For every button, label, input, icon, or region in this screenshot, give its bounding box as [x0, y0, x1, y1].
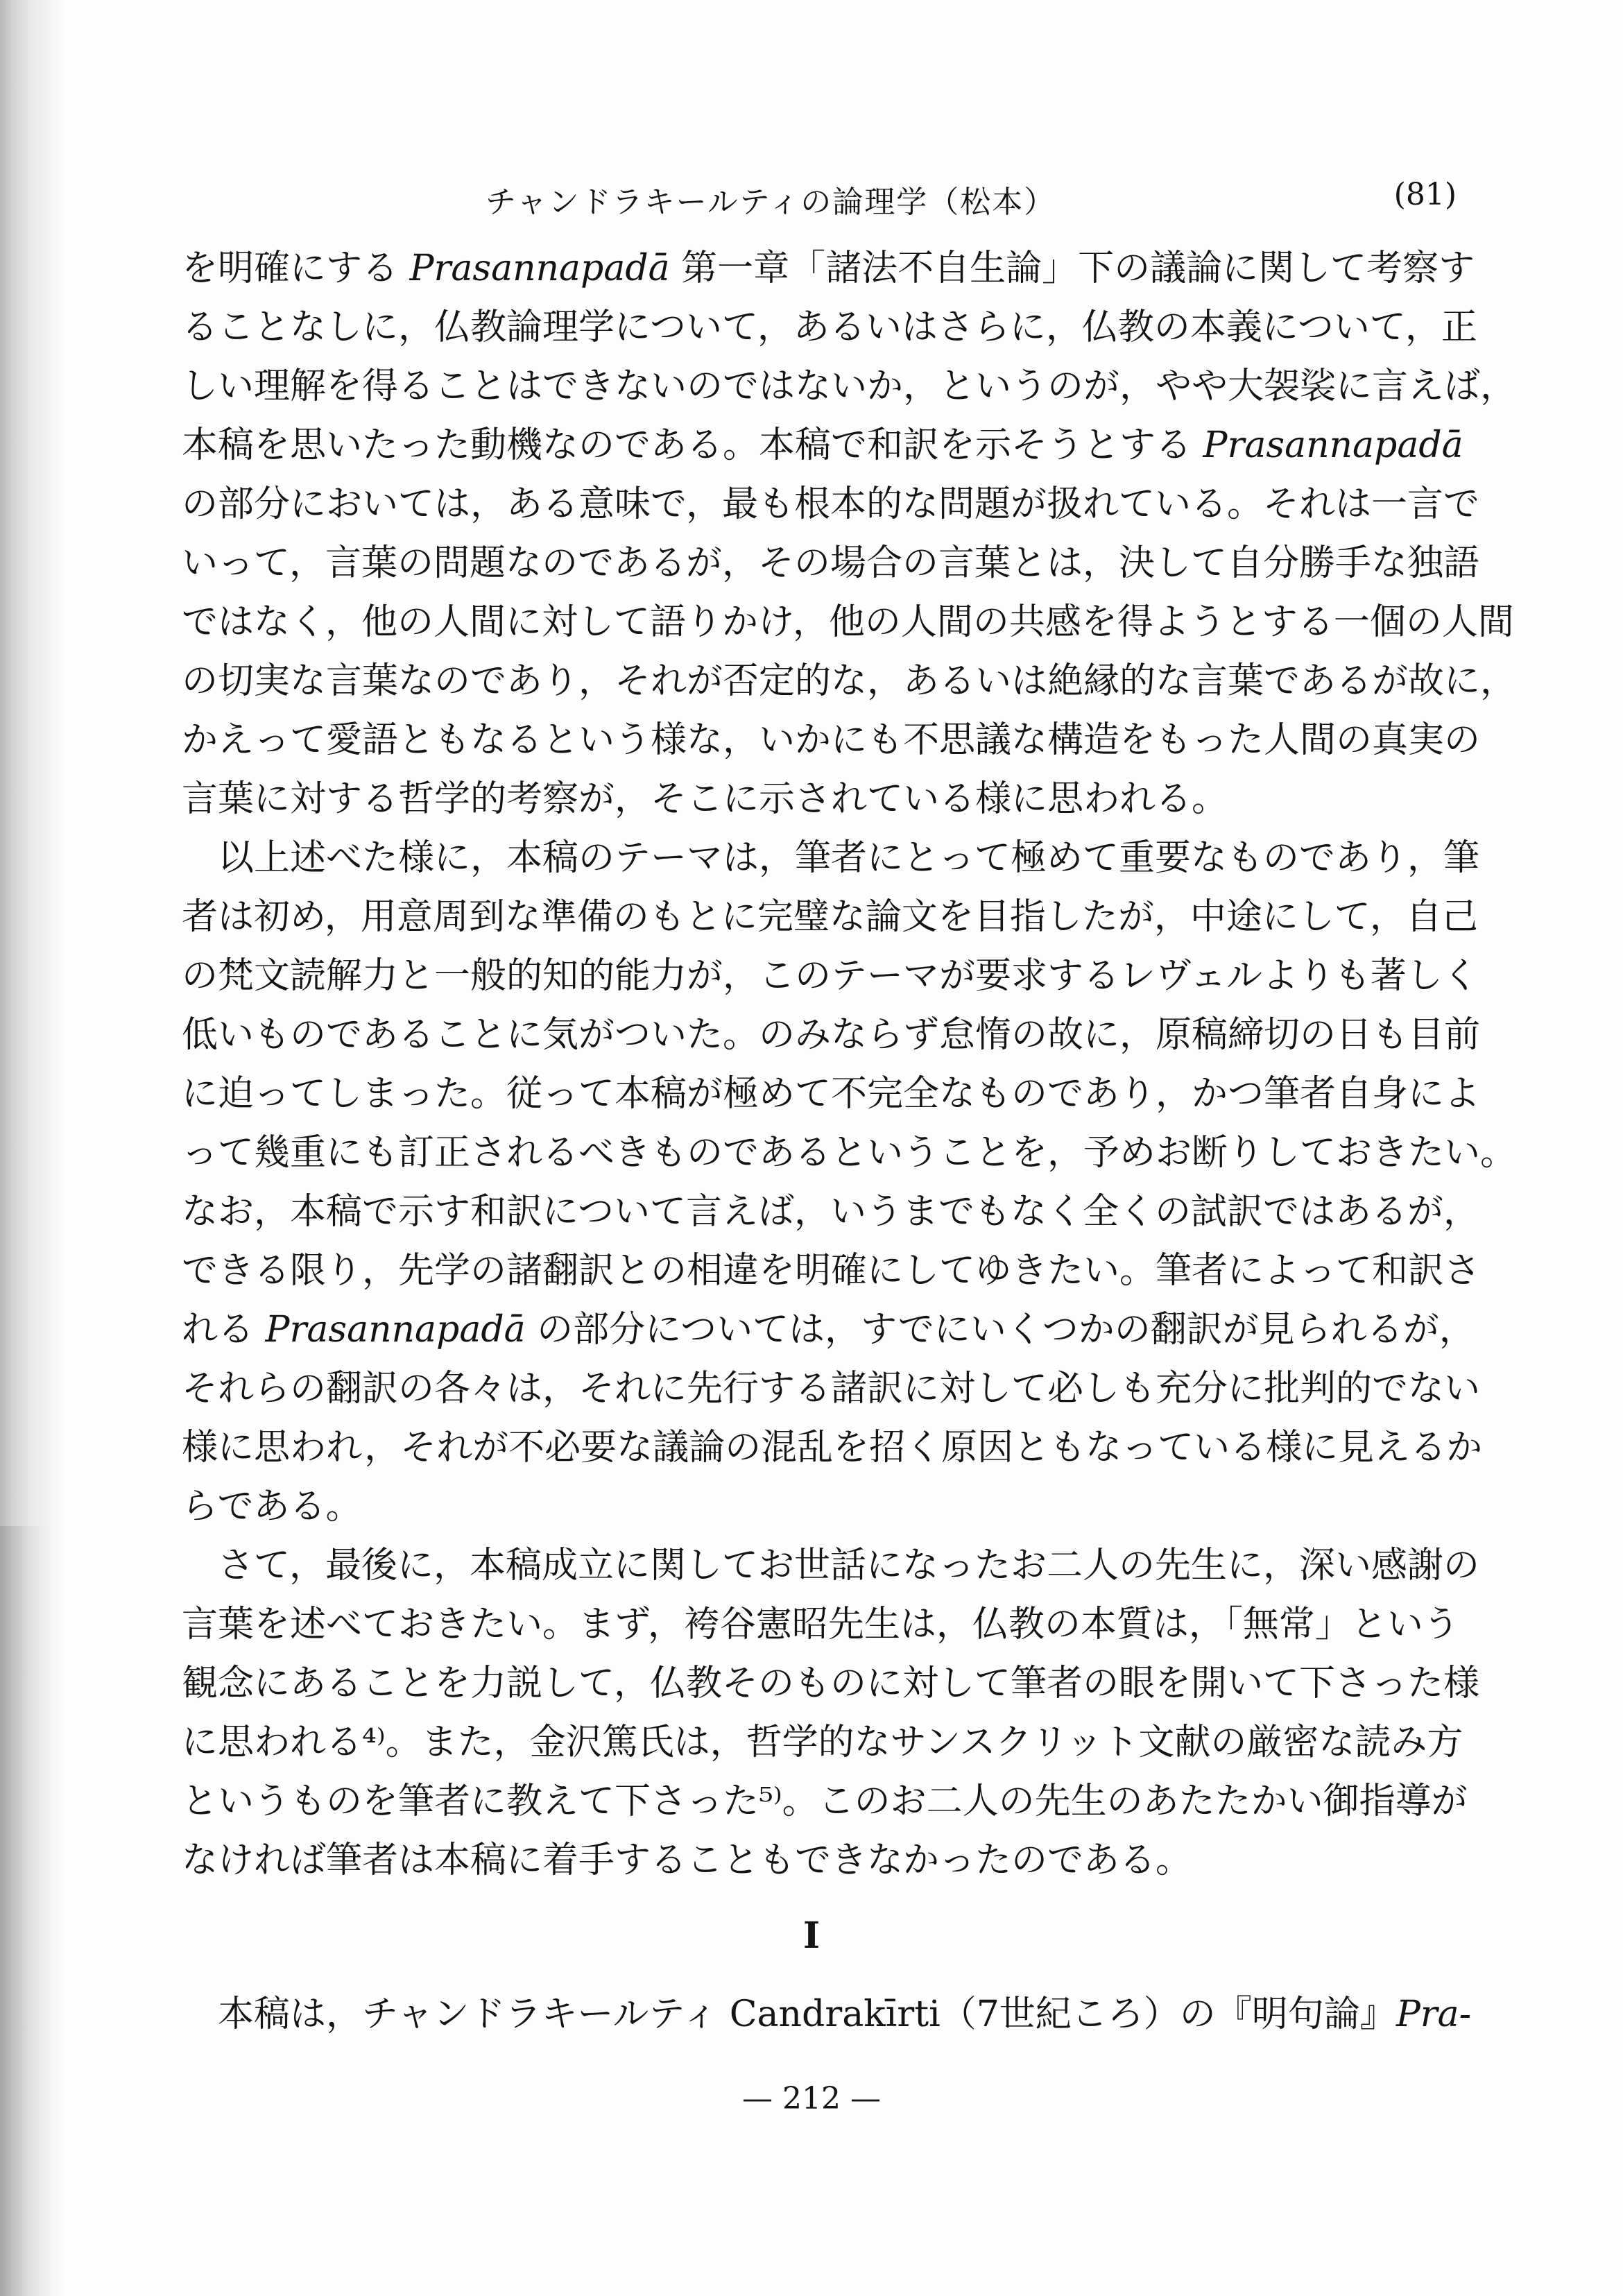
text-line: の梵文読解力と一般的知的能力が，このテーマが要求するレヴェルよりも著しく [182, 955, 1479, 997]
text-line: いって，言葉の問題なのであるが，その場合の言葉とは，決して自分勝手な独語 [182, 542, 1479, 584]
page-number: — 212 — [742, 2081, 881, 2116]
text-line: を明確にする Prasannapadā 第一章「諸法不自生論」下の議論に関して考察す [182, 248, 1475, 289]
text-line: って幾重にも訂正されるべきものであるということを，予めお断りしておきたい。 [182, 1132, 1517, 1174]
text-line: ることなしに，仏教論理学について，あるいはさらに，仏教の本義について，正 [182, 307, 1477, 348]
sanskrit-title: Prasannapadā [1203, 425, 1463, 466]
section-first-line: 本稿は，チャンドラキールティ Candrakīrti（7世紀ころ）の『明句論』Pra- [218, 1994, 1472, 2035]
text-line: しい理解を得ることはできないのではないか，というのが，やや大袈裟に言えば， [182, 366, 1517, 407]
paragraph-2 [182, 829, 1517, 1536]
section-heading: I [802, 1914, 821, 1957]
sanskrit-title: Prasannapadā [409, 248, 670, 289]
text-line: れる Prasannapadā の部分については，すでにいくつかの翻訳が見られるが， [182, 1309, 1475, 1351]
text-line: 本稿を思いたった動機なのである。本稿で和訳を示そうとする Prasannapadā [182, 425, 1463, 466]
text-line: の切実な言葉なのであり，それが否定的な，あるいは絶縁的な言葉であるが故に， [182, 660, 1517, 702]
text-line: なお，本稿で示す和訳について言えば，いうまでもなく全くの試訳ではあるが， [182, 1191, 1479, 1233]
page-reference: (81) [1393, 177, 1457, 212]
text-line: に思われる⁴⁾。また，金沢篤氏は，哲学的なサンスクリット文献の厳密な読み方 [182, 1722, 1463, 1763]
text-line: 低いものであることに気がついた。のみならず怠惰の故に，原稿締切の日も目前 [182, 1014, 1481, 1056]
text-line: それらの翻訳の各々は，それに先行する諸訳に対して必しも充分に批判的でない [182, 1368, 1481, 1410]
text-line: の部分においては，ある意味で，最も根本的な問題が扱れている。それは一言で [182, 483, 1479, 525]
text-line: さて，最後に，本稿成立に関してお世話になったお二人の先生に，深い感謝の [218, 1545, 1479, 1586]
body-text [182, 239, 1517, 1890]
text-line: なければ筆者は本稿に着手することもできなかったのである。 [182, 1840, 1192, 1881]
text-line: 様に思われ，それが不必要な議論の混乱を招く原因ともなっている様に見えるか [182, 1427, 1483, 1468]
text-line: 以上述べた様に，本稿のテーマは，筆者にとって極めて重要なものであり，筆 [218, 837, 1479, 879]
running-header [486, 177, 1457, 225]
text-line: できる限り，先学の諸翻訳との相違を明確にしてゆきたい。筆者によって和訳さ [182, 1250, 1481, 1292]
paragraph-3 [182, 1536, 1479, 1890]
text-line: ではなく，他の人間に対して語りかけ，他の人間の共感を得ようとする一個の人間 [182, 601, 1514, 643]
text-line: に迫ってしまった。従って本稿が極めて不完全なものであり，かつ筆者自身によ [182, 1073, 1481, 1115]
text-line: 言葉に対する哲学的考察が，そこに示されている様に思われる。 [182, 778, 1228, 820]
text-line: 者は初め，用意周到な準備のもとに完璧な論文を目指したが，中途にして，自己 [182, 896, 1478, 938]
running-title: チャンドラキールティの論理学（松本） [486, 185, 1056, 220]
sanskrit-title: Prasannapadā [265, 1309, 526, 1351]
sanskrit-title: Pra- [1396, 1994, 1472, 2035]
scan-shadow-lower [0, 1526, 49, 2296]
text-line: らである。 [182, 1486, 362, 1527]
paragraph-1 [182, 239, 1517, 829]
text-line: というものを筆者に教えて下さった⁵⁾。このお二人の先生のあたたかい御指導が [182, 1781, 1468, 1822]
text-line: 観念にあることを力説して，仏教そのものに対して筆者の眼を開いて下さった様 [182, 1663, 1479, 1704]
text-line: かえって愛語ともなるという様な，いかにも不思議な構造をもった人間の真実の [182, 719, 1481, 761]
section-first-line-wrap [218, 1985, 1472, 2044]
text-line: 言葉を述べておきたい。まず，袴谷憲昭先生は，仏教の本質は，「無常」という [182, 1604, 1459, 1645]
